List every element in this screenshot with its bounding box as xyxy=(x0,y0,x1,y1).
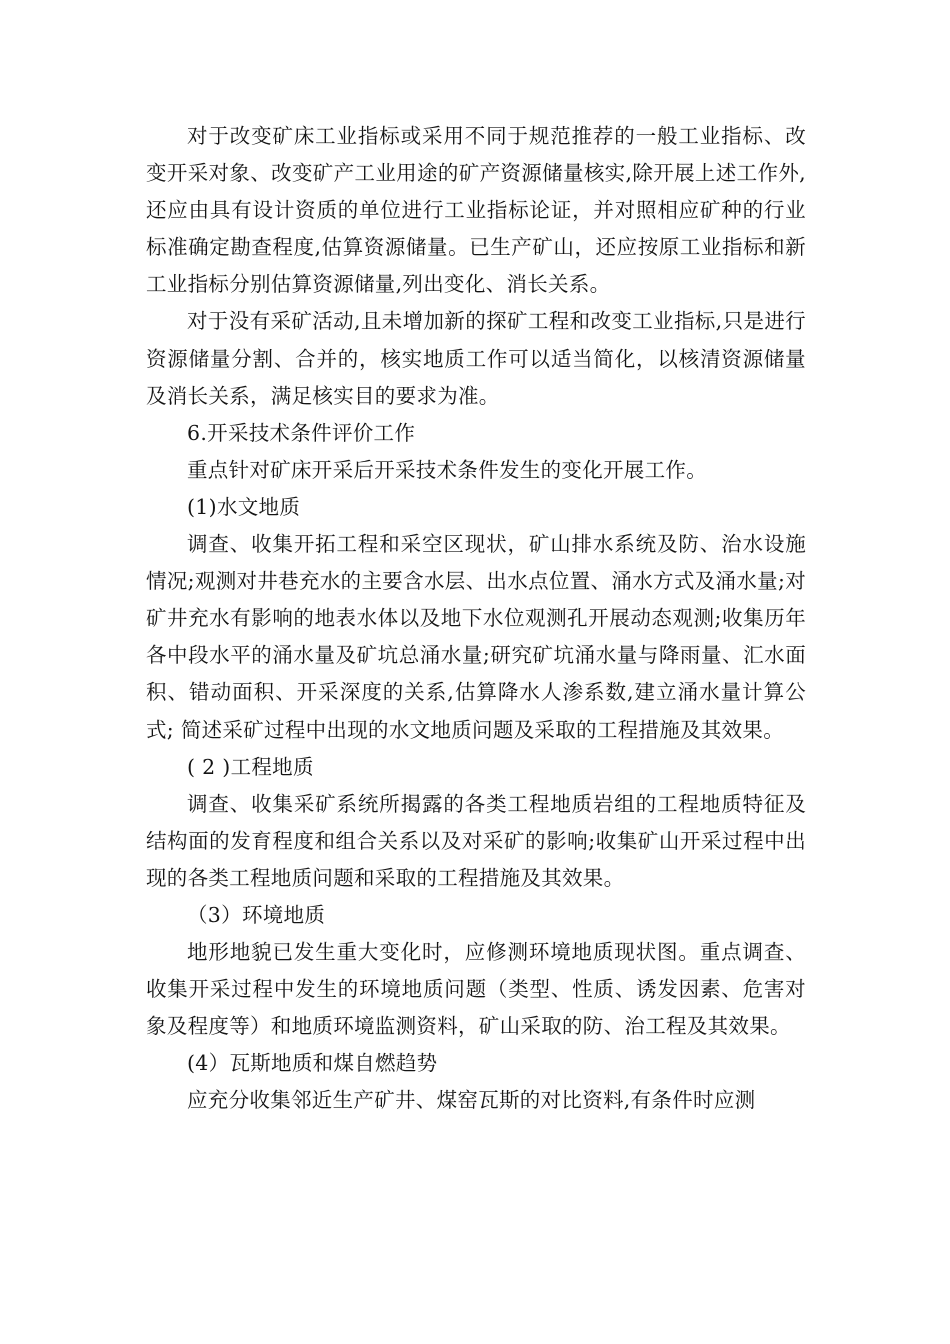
subheading-engineering-geology: ( 2 )工程地质 xyxy=(187,754,314,779)
section-heading-mining-conditions: 6.开采技术条件评价工作 xyxy=(187,420,416,445)
paragraph-gas-geology: 应充分收集邻近生产矿井、煤窑瓦斯的对比资料,有条件时应测 xyxy=(187,1088,756,1113)
paragraph-indicator-change: 对于改变矿床工业指标或采用不同于规范推荐的一般工业指标、改变开采对象、改变矿产工业用途的矿产资源储量核实,除开展上述工作外,还应由具有设计资质的单位进行工业指标论证，并对照相应矿种的行业标准确定勘查程度,估算资源储量。已生产矿山，还应按原工业指标和新工业指标分别估算资源储量,列出变化、消长关系。 xyxy=(146,124,806,297)
document-body xyxy=(146,118,806,1120)
paragraph-environmental-geology: 地形地貌已发生重大变化时，应修测环境地质现状图。重点调查、收集开采过程中发生的环境地质问题（类型、性质、诱发因素、危害对象及程度等）和地质环境监测资料，矿山采取的防、治工程及其效果。 xyxy=(146,940,806,1039)
subheading-gas-geology: (4）瓦斯地质和煤自燃趋势 xyxy=(187,1051,438,1076)
paragraph-reserve-split: 对于没有采矿活动,且未增加新的探矿工程和改变工业指标,只是进行资源储量分割、合并的，核实地质工作可以适当简化，以核清资源储量及消长关系，满足核实目的要求为准。 xyxy=(146,309,806,408)
paragraph-engineering-geology: 调查、收集采矿系统所揭露的各类工程地质岩组的工程地质特征及结构面的发育程度和组合关系以及对采矿的影响;收集矿山开采过程中出现的各类工程地质问题和采取的工程措施及其效果。 xyxy=(146,791,806,890)
paragraph-hydrogeology: 调查、收集开拓工程和采空区现状，矿山排水系统及防、治水设施情况;观测对井巷充水的主要含水层、出水点位置、涌水方式及涌水量;对矿井充水有影响的地表水体以及地下水位观测孔开展动态观测;收集历年各中段水平的涌水量及矿坑总涌水量;研究矿坑涌水量与降雨量、汇水面积、错动面积、开采深度的关系,估算降水人渗系数,建立涌水量计算公式; 简述采矿过程中出现的水文地质问题及采取的工程措施及其效果。 xyxy=(146,532,806,742)
paragraph-focus: 重点针对矿床开采后开采技术条件发生的变化开展工作。 xyxy=(187,457,707,482)
subheading-hydrogeology: (1)水文地质 xyxy=(187,494,301,519)
subheading-environmental-geology: （3）环境地质 xyxy=(187,902,326,927)
